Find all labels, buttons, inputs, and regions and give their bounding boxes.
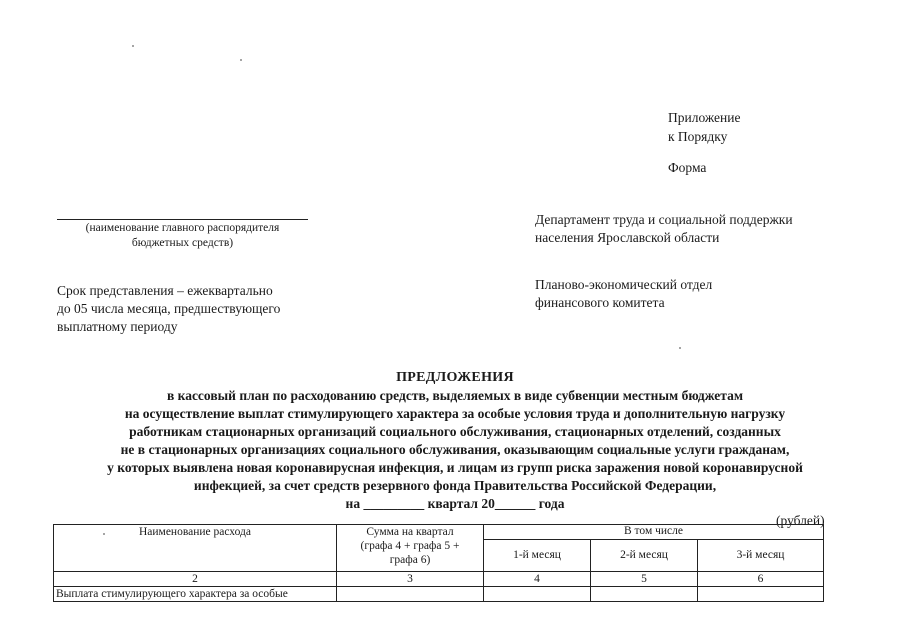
title-line-7: на _________ квартал 20______ года [345, 496, 565, 511]
column-number: 3 [337, 572, 484, 587]
recipient-line-1: Департамент труда и социальной поддержки [535, 212, 793, 227]
header-sum-line-2: (графа 4 + графа 5 + [360, 540, 460, 552]
header-month-2-text: 2-й месяц [620, 549, 668, 562]
header-month-3-text: 3-й месяц [736, 549, 785, 562]
column-number: 2 [54, 572, 337, 587]
department-line-2: финансового комитета [535, 295, 665, 310]
header-including-text: В том числе [624, 525, 683, 537]
document-title [40, 369, 870, 513]
recipient-block [535, 211, 793, 247]
plan-table-wrapper [53, 524, 824, 602]
units-label: (рублей) [776, 513, 825, 528]
header-month-1 [484, 539, 591, 571]
column-number: 6 [698, 572, 824, 587]
title-heading: ПРЕДЛОЖЕНИЯ [396, 370, 514, 385]
header-expense-name [54, 525, 337, 572]
distributor-caption-line-2: бюджетных средств) [131, 237, 234, 249]
table-row [54, 587, 824, 602]
recipient-line-2: населения Ярославской области [535, 230, 720, 245]
row-month-1 [484, 587, 591, 602]
table-column-numbers-row [54, 572, 824, 587]
plan-table [53, 524, 824, 602]
title-line-1: в кассовый план по расходованию средств, выделяемых в виде субвенции местным бюджетам [166, 388, 744, 403]
department-block [535, 276, 712, 312]
deadline-line-3: выплатному периоду [57, 319, 178, 334]
row-month-3 [698, 587, 824, 602]
title-line-6: инфекцией, за счет средств резервного фонда Правительства Российской Федерации, [193, 478, 717, 493]
appendix-reference [668, 108, 740, 146]
header-month-1-text: 1-й месяц [513, 549, 561, 562]
form-label: Форма [668, 160, 707, 175]
column-number: 4 [484, 572, 591, 587]
distributor-caption-line-1: (наименование главного распорядителя [85, 222, 280, 234]
deadline-line-2: до 05 числа месяца, предшествующего [57, 301, 281, 316]
distributor-name-blank [57, 219, 308, 220]
header-month-3 [698, 539, 824, 571]
title-line-3: работникам стационарных организаций социального обслуживания, стационарных отделений, созданных [129, 424, 781, 439]
header-sum-line-1: Сумма на квартал [366, 526, 454, 538]
title-line-4: не в стационарных организациях социального обслуживания, оказывающим социальные услуги гражданам, [120, 442, 790, 457]
deadline-line-1: Срок представления – ежеквартально [57, 283, 273, 298]
header-including [484, 525, 824, 540]
header-quarter-sum [337, 525, 484, 572]
appendix-line-2: к Порядку [668, 129, 728, 144]
row-month-2 [591, 587, 698, 602]
header-sum-line-3: графа 6) [389, 554, 431, 566]
title-line-2: на осуществление выплат стимулирующего характера за особые условия труда и дополнительную нагрузку [124, 406, 786, 421]
row-expense-name: Выплата стимулирующего характера за особые [54, 587, 337, 602]
header-expense-name-text: Наименование расхода [138, 526, 251, 538]
header-month-2 [591, 539, 698, 571]
column-number: 5 [591, 572, 698, 587]
distributor-caption [57, 221, 308, 251]
appendix-line-1: Приложение [668, 110, 741, 125]
table-header-row-1 [54, 525, 824, 540]
submission-deadline [57, 282, 280, 336]
title-line-5: у которых выявлена новая коронавирусная инфекция, и лицам из групп риска заражения новой коронавирусной [107, 460, 803, 475]
department-line-1: Планово-экономический отдел [535, 277, 713, 292]
row-quarter-sum [337, 587, 484, 602]
